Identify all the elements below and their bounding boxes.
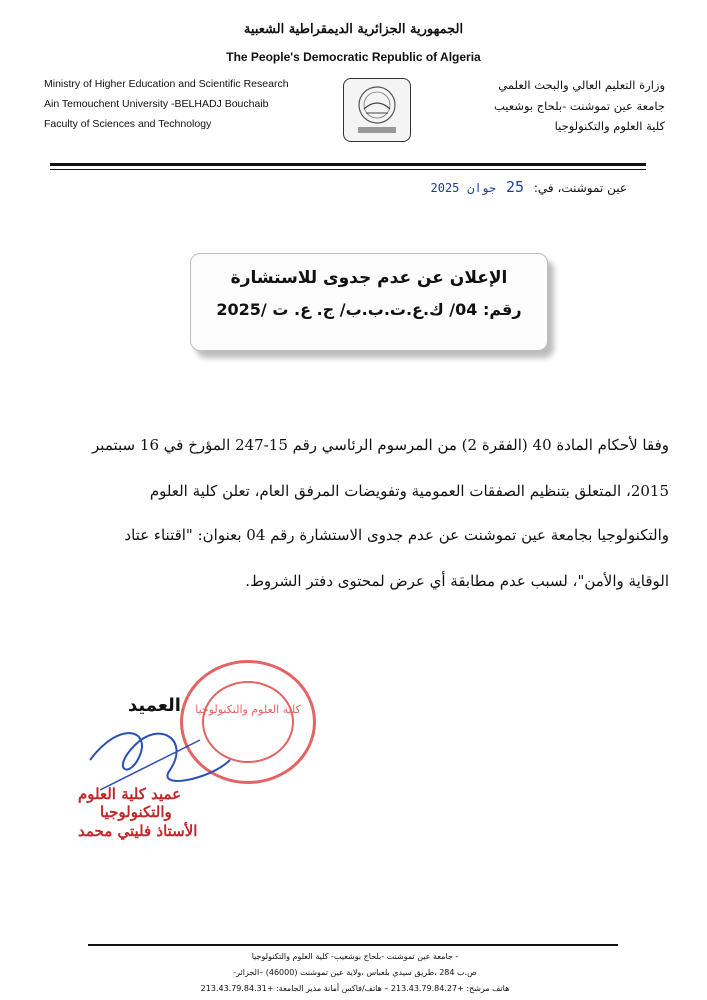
body-line-3: والتكنولوجيا بجامعة عين تموشنت عن عدم جدوى الاستشارة رقم 04 بعنوان: "اقتناء عتاد [124,526,669,544]
faculty-english: Faculty of Sciences and Technology [44,118,212,130]
republic-english-title: The People's Democratic Republic of Algeria [226,50,481,64]
university-logo-icon [343,78,411,142]
republic-arabic-title: الجمهورية الجزائرية الديمقراطية الشعبية [243,22,464,37]
body-line-4: الوقاية والأمن"، لسبب عدم مطابقة أي عرض لمحتوى دفتر الشروط. [245,572,669,590]
notice-reference: رقم: 04/ ك.ع.ت.ب.ب/ ج. ع. ت /2025 [216,300,522,319]
date-month: جوان [467,181,497,195]
university-english: Ain Temouchent University -BELHADJ Bouchaib [44,98,269,110]
signer-line-1: عميد كلية العلوم [78,785,182,803]
university-arabic: جامعة عين تموشنت -بلحاج بوشعيب [494,99,665,113]
footer-line-2: ص.ب 284 ،طريق سيدي بلعباس ،ولاية عين تموشنت (46000) –الجزائر- [233,968,477,977]
signer-line-3: الأستاذ فليتي محمد [78,822,198,840]
date-line [431,178,628,196]
faculty-arabic: كلية العلوم والتكنولوجيا [554,119,665,133]
stamp-label: كلية العلوم والتكنولوجيا [195,703,301,716]
body-line-1: وفقا لأحكام المادة 40 (الفقرة 2) من المرسوم الرئاسي رقم 15-247 المؤرخ في 16 سبتمبر [92,436,669,454]
notice-title-box [190,253,548,351]
signer-line-2: والتكنولوجيا [100,803,172,821]
ministry-arabic: وزارة التعليم العالي والبحث العلمي [498,78,665,92]
body-line-2: 2015، المتعلق بتنظيم الصفقات العمومية وتفويضات المرفق العام، تعلن كلية العلوم [149,482,669,500]
footer-divider [88,944,618,946]
date-prefix: عين تموشنت، في: [533,181,627,195]
notice-title: الإعلان عن عدم جدوى للاستشارة [230,268,508,288]
footer-line-1: - جامعة عين تموشنت -بلحاج بوشعيب- كلية العلوم والتكنولوجيا [251,952,459,961]
header-divider-thin [50,169,646,170]
ministry-english: Ministry of Higher Education and Scientific Research [44,78,289,90]
header-divider-thick [50,163,646,166]
footer-line-3: هاتف مرشح: +213.43.79.84.27 – هاتف/فاكس أمانة مدير الجامعة: +213.43.79.84.31 [200,984,510,993]
date-day: 25 [505,178,525,196]
dean-title: العميد [128,695,181,716]
date-year: 2025 [430,181,460,195]
